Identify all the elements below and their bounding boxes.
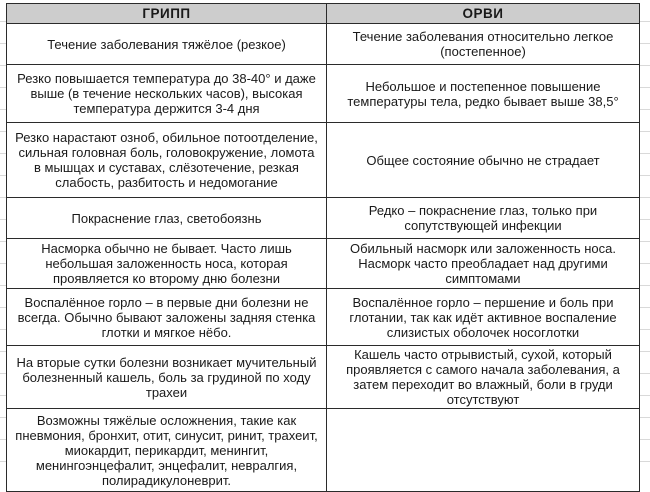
- table-header-row: [7, 4, 640, 24]
- cell-flu-runny-nose: Насморка обычно не бывает. Часто лишь небольшая заложенность носа, которая проявляется ко второму дню болезни: [7, 239, 327, 289]
- cell-arvi-temperature: Небольшое и постепенное повышение температуры тела, редко бывает выше 38,5°: [327, 65, 640, 123]
- table-row: [7, 198, 640, 239]
- table-row: [7, 239, 640, 289]
- header-arvi: ОРВИ: [327, 4, 640, 24]
- cell-arvi-cough: Кашель часто отрывистый, сухой, который проявляется с самого начала заболевания, а затем переходит во влажный, боли в груди отсутствуют: [327, 346, 640, 409]
- cell-arvi-general-state: Общее состояние обычно не страдает: [327, 123, 640, 198]
- cell-flu-temperature: Резко повышается температура до 38-40° и даже выше (в течение нескольких часов), высокая температура держится 3-4 дня: [7, 65, 327, 123]
- cell-flu-eyes: Покраснение глаз, светобоязнь: [7, 198, 327, 239]
- cell-flu-general-state: Резко нарастают озноб, обильное потоотделение, сильная головная боль, головокружение, ломота в мышцах и суставах, слёзотечение, резкая слабость, разбитость и недомогание: [7, 123, 327, 198]
- cell-arvi-eyes: Редко – покраснение глаз, только при сопутствующей инфекции: [327, 198, 640, 239]
- cell-flu-onset: Течение заболевания тяжёлое (резкое): [7, 24, 327, 65]
- flu-vs-arvi-comparison-table: [6, 3, 640, 492]
- cell-flu-throat: Воспалённое горло – в первые дни болезни не всегда. Обычно бывают заложены задняя стенка глотки и мягкое нёбо.: [7, 289, 327, 346]
- cell-arvi-onset: Течение заболевания относительно легкое (постепенное): [327, 24, 640, 65]
- cell-arvi-runny-nose: Обильный насморк или заложенность носа. Насморк часто преобладает над другими симптомами: [327, 239, 640, 289]
- table-row: [7, 65, 640, 123]
- cell-arvi-complications: [327, 409, 640, 492]
- table-row: [7, 289, 640, 346]
- header-flu: ГРИПП: [7, 4, 327, 24]
- table-row: [7, 24, 640, 65]
- cell-flu-complications: Возможны тяжёлые осложнения, такие как пневмония, бронхит, отит, синусит, ринит, трахеит, миокардит, перикардит, менингит, менингоэнцефалит, энцефалит, невралгия, полирадикулоневрит.: [7, 409, 327, 492]
- cell-arvi-throat: Воспалённое горло – першение и боль при глотании, так как идёт активное воспаление слизистых оболочек носоглотки: [327, 289, 640, 346]
- table-row: [7, 346, 640, 409]
- cell-flu-cough: На вторые сутки болезни возникает мучительный болезненный кашель, боль за грудиной по ходу трахеи: [7, 346, 327, 409]
- table-row: [7, 123, 640, 198]
- table-row: [7, 409, 640, 492]
